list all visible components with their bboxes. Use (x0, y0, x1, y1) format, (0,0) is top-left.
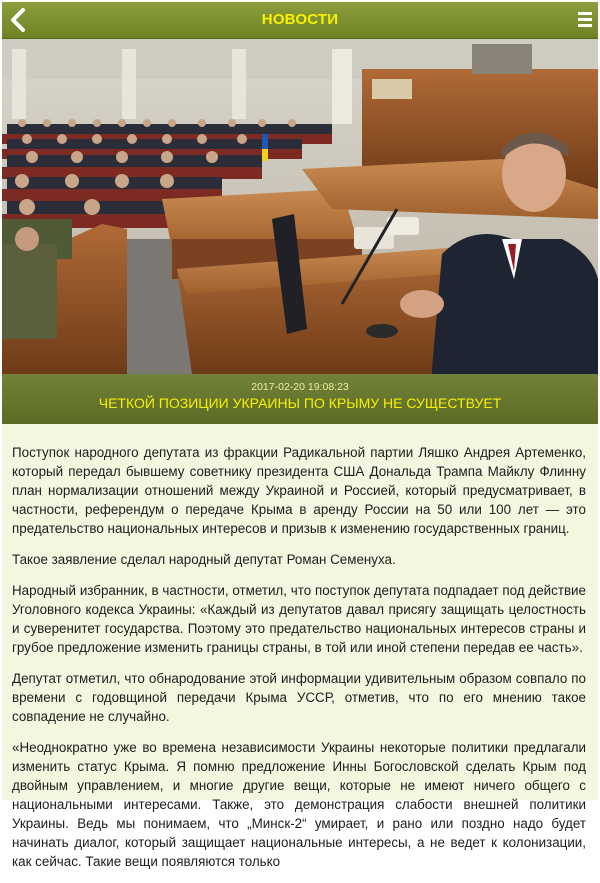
article-caption (2, 374, 598, 424)
article-body (12, 443, 586, 883)
page-title: НОВОСТИ (261, 11, 339, 28)
menu-button[interactable] (578, 12, 592, 28)
article-paragraph: Народный избранник, в частности, отметил, что поступок депутата подпадает под действие Уголовного кодекса Украины: «Каждый из депутатов давал присягу защищать целостность и суверенитет государства. Поэтому это предательство национальных интересов страны и грубое предложение изменить границы страны, в той или иной степени передав ее часть». (12, 583, 586, 655)
article-paragraph: Депутат отметил, что обнародование этой информации удивительным образом совпало по времени с годовщиной передачи Крыма УССР, отметив, что по его мнению такое совпадение не случайно. (12, 671, 586, 724)
article-date: 2017-02-20 19:08:23 (251, 381, 349, 393)
article-title: ЧЕТКОЙ ПОЗИЦИИ УКРАИНЫ ПО КРЫМУ НЕ СУЩЕСТВУЕТ (98, 395, 502, 411)
article-paragraph: Поступок народного депутата из фракции Радикальной партии Ляшко Андрея Артеменко, который передал бывшему советнику президента США Дональда Трампа Майклу Флинну план нормализации отношений между Украиной и Россией, который предусматривает, в частности, референдум о передаче Крыма в аренду России на 50 или 100 лет — это предательство национальных интересов и призыв к изменению государственных границ. (12, 445, 586, 536)
news-screen (2, 2, 598, 869)
top-bar (2, 2, 598, 39)
article-paragraph: Такое заявление сделал народный депутат Роман Семенуха. (12, 552, 396, 567)
article-paragraph: «Неоднократно уже во времена независимости Украины некоторые политики предлагали изменить статус Крыма. Я помню предложение Инны Богословской сделать Крым под двойным управлением, и многие другие вещи, которые не имеют ничего общего с национальными интересами. Также, это демонстрация слабости внешней политики Украины. Ведь мы понимаем, что „Минск-2“ умирает, и рано или поздно надо будет начинать диалог, который защищает национальные интересы, а не ведет к колонизации, как сейчас. Такие вещи появляются только (12, 740, 586, 869)
article-photo (2, 39, 598, 374)
hamburger-menu-icon (578, 12, 592, 27)
